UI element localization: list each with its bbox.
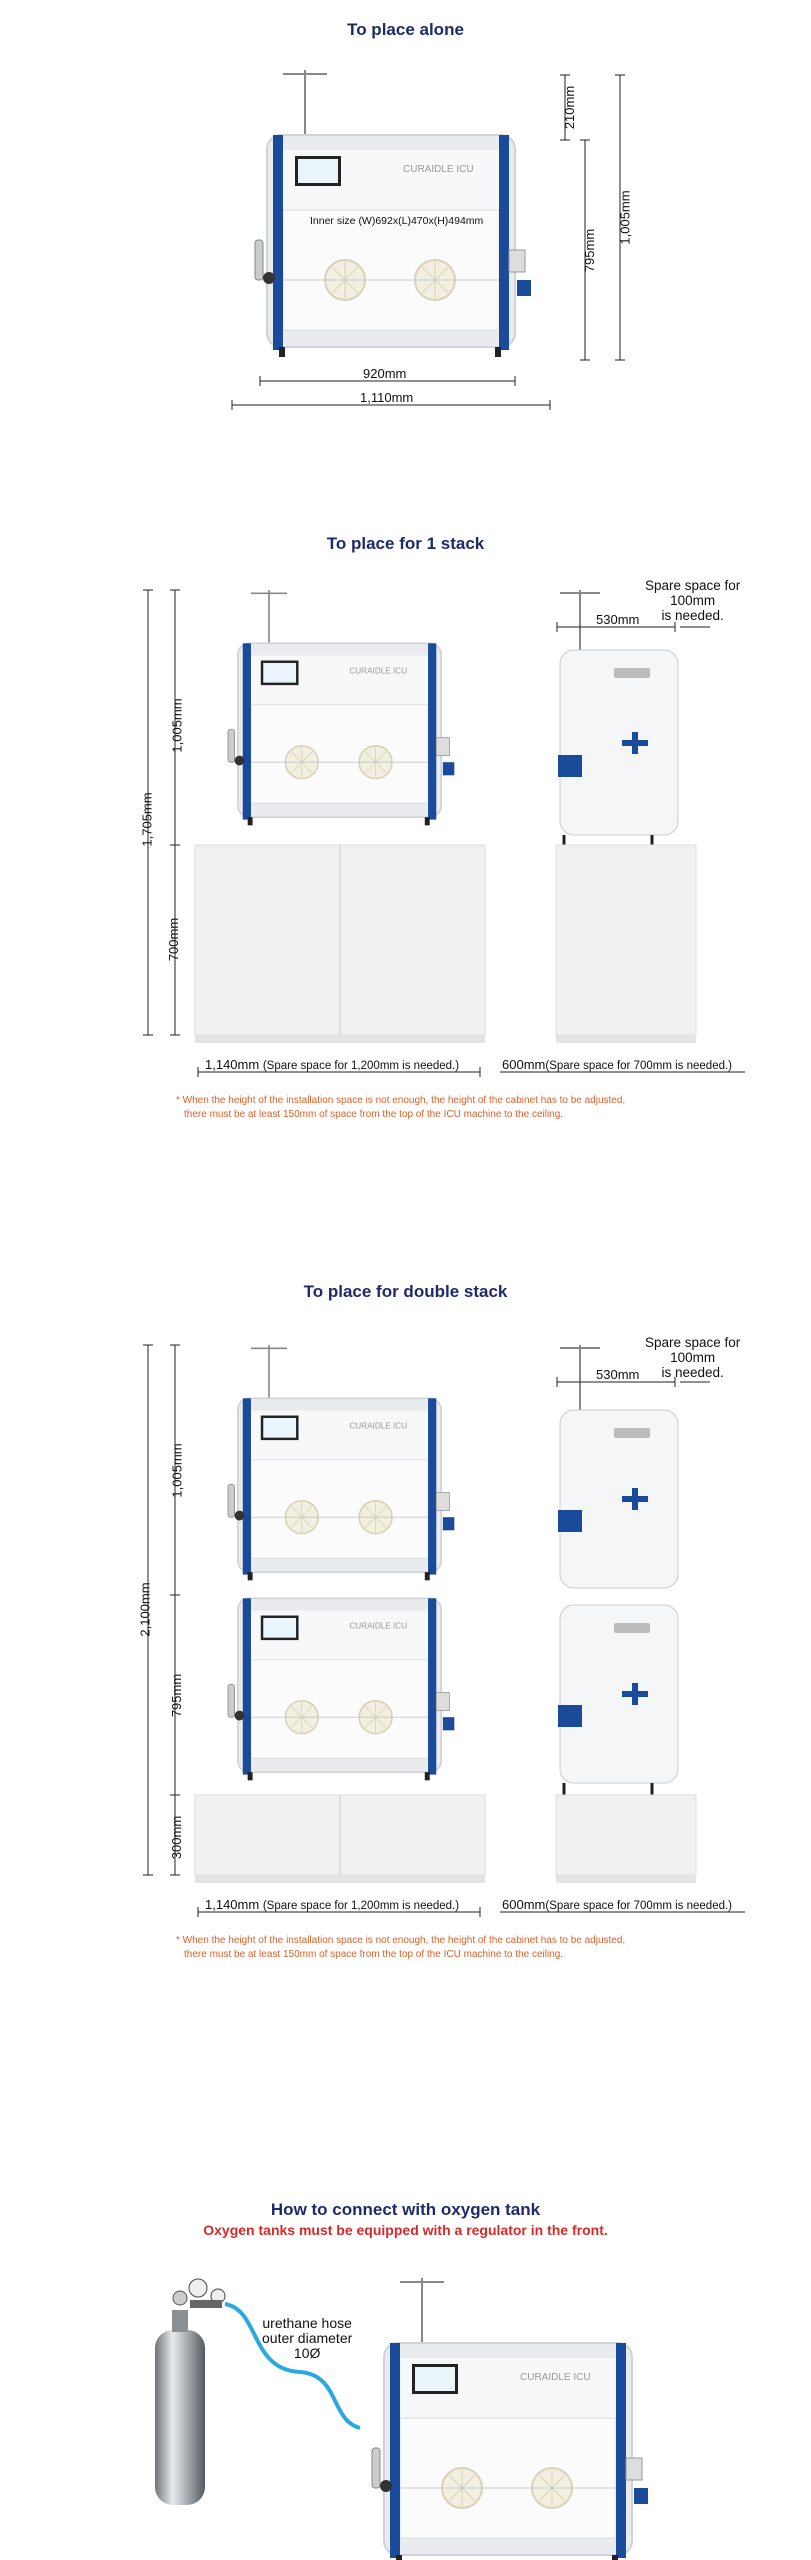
dim-side-width-value: 600mm [502,1897,546,1912]
note-line-2: there must be at least 150mm of space from the top of the ICU machine to the ceiling. [184,1949,564,1960]
oxygen-tank-icon [155,2279,225,2505]
dim-pole-height: 210mm [562,85,578,130]
spare-line-2: 100mm [670,593,716,608]
hose-label-line-3: 10Ø [293,2345,321,2361]
hose-label-line-2: outer diameter [262,2330,353,2346]
dim-total-height-double-stack: 2,100mm [137,1582,153,1637]
dim-width-note: (Spare space for 1,200mm is needed.) [262,1900,460,1912]
brand-label: CURAIDLE ICU [349,666,408,676]
dim-body-width: 920mm [363,366,407,381]
dim-width-note: (Spare space for 1,200mm is needed.) [262,1060,460,1072]
dim-total-height: 1,005mm [617,190,633,245]
spare-line-2: 100mm [670,1350,716,1365]
dim-width-value: 1,140mm [205,1057,260,1072]
hose-label-line-1: urethane hose [262,2315,352,2331]
brand-label: CURAIDLE ICU [349,1421,408,1431]
brand-label: CURAIDLE ICU [349,1621,408,1631]
dim-cabinet-height-one-stack: 700mm [166,917,182,962]
inner-size-label: Inner size (W)692x(L)470x(H)494mm [310,215,484,227]
dim-width-value: 1,140mm [205,1897,260,1912]
dim-icu-height-one-stack: 1,005mm [169,698,185,753]
dim-depth-double-stack: 530mm [596,1367,640,1382]
dim-side-width-note: (Spare space for 700mm is needed.) [545,1900,733,1912]
dim-cabinet-height-double-stack: 300mm [169,1815,185,1860]
note-line-1: * When the height of the installation space is not enough, the height of the cabinet has to be adjusted, [176,1095,626,1106]
dim-total-height-one-stack: 1,705mm [139,792,155,847]
section-oxygen-title: How to connect with oxygen tank [270,2200,541,2219]
spare-line-3: is needed. [661,608,724,623]
dim-total-width: 1,110mm [360,390,414,405]
section-one-stack-title: To place for 1 stack [326,534,485,553]
dim-lower-height-double-stack: 795mm [169,1673,185,1718]
section-double-stack-title: To place for double stack [303,1282,508,1301]
note-line-1: * When the height of the installation space is not enough, the height of the cabinet has to be adjusted, [176,1935,626,1946]
dim-depth-one-stack: 530mm [596,612,640,627]
dim-upper-height-double-stack: 1,005mm [169,1443,185,1498]
section-alone-title: To place alone [347,20,464,39]
hose-label [262,2316,352,2361]
brand-label: CURAIDLE ICU [520,2372,591,2383]
oxygen-warning: Oxygen tanks must be equipped with a regulator in the front. [203,2222,608,2238]
dim-side-width-note: (Spare space for 700mm is needed.) [545,1060,733,1072]
spare-line-1: Spare space for [645,578,741,593]
dim-body-height: 795mm [582,228,598,273]
dim-side-width-value: 600mm [502,1057,546,1072]
spare-line-1: Spare space for [645,1335,741,1350]
note-line-2: there must be at least 150mm of space from the top of the ICU machine to the ceiling. [184,1109,564,1120]
spare-line-3: is needed. [661,1365,724,1380]
brand-label: CURAIDLE ICU [403,164,474,175]
